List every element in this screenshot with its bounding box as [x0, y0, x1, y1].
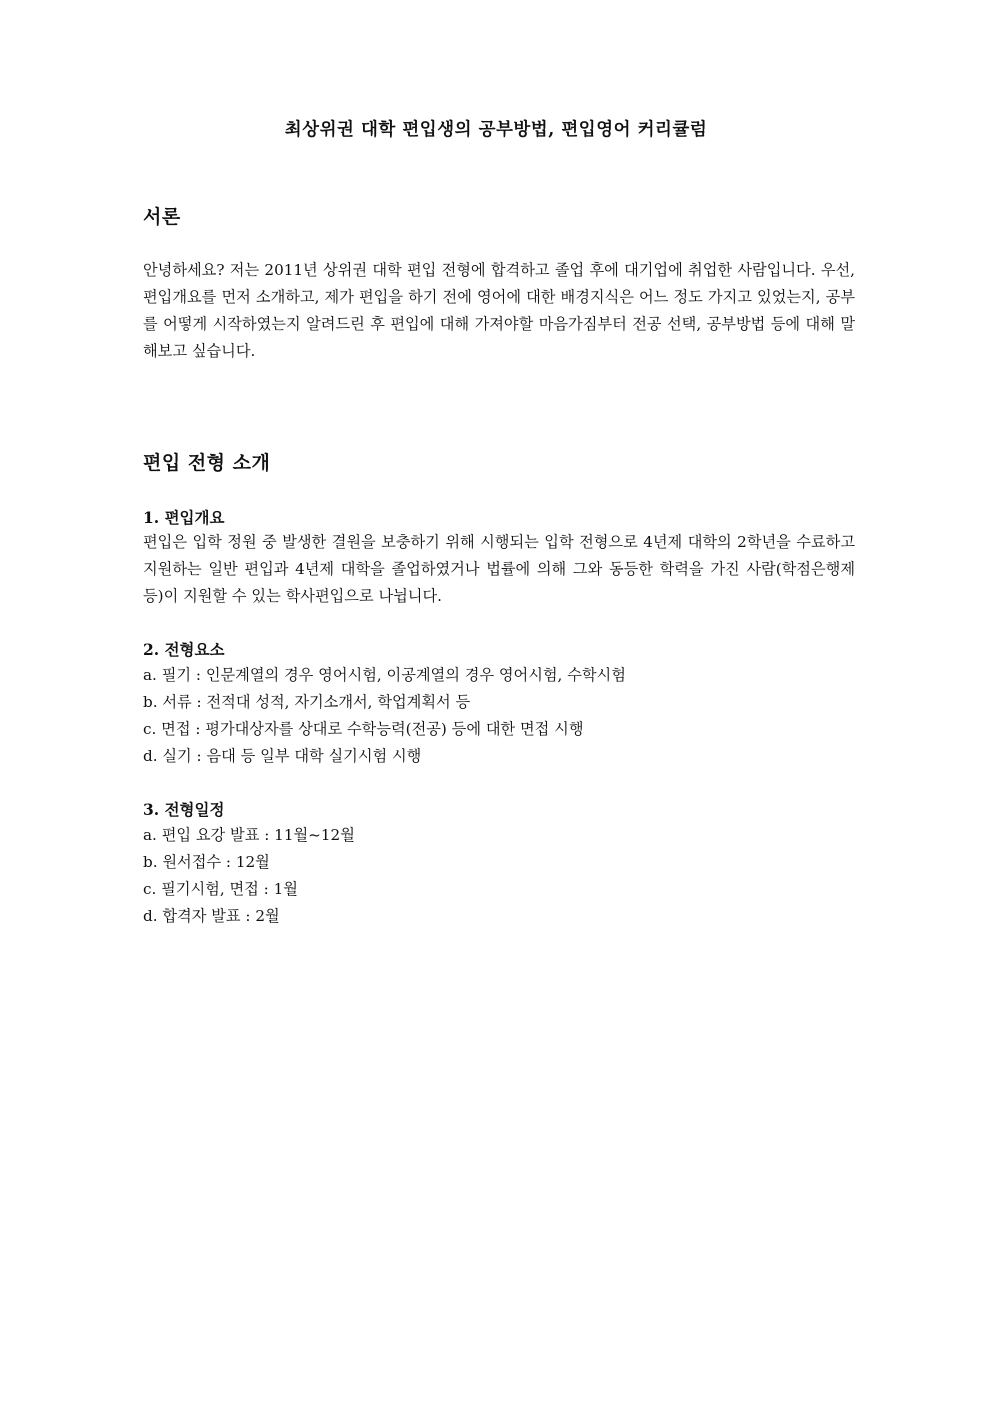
overview-title: 1. 편입개요 [143, 508, 225, 527]
schedule-list [143, 822, 355, 930]
document-title: 최상위권 대학 편입생의 공부방법, 편입영어 커리큘럼 [284, 120, 708, 140]
list-item: b. 서류 : 전적대 성적, 자기소개서, 학업계획서 등 [143, 693, 471, 711]
intro-heading: 서론 [143, 206, 181, 228]
list-item: d. 합격자 발표 : 2월 [143, 907, 280, 925]
list-item: b. 원서접수 : 12월 [143, 853, 270, 871]
overview-paragraph: 편입은 입학 정원 중 발생한 결원을 보충하기 위해 시행되는 입학 전형으로 4년제 대학의 2학년을 수료하고 지원하는 일반 편입과 4년제 대학을 졸업하였거나 법률에 의해 그와 동등한 학력을 가진 사람(학점은행제 등)이 지원할 수 있는 학사편입으로 나뉩니다. [143, 533, 855, 605]
list-item: d. 실기 : 음대 등 일부 대학 실기시험 시행 [143, 747, 422, 765]
intro-paragraph: 안녕하세요? 저는 2011년 상위권 대학 편입 전형에 합격하고 졸업 후에 대기업에 취업한 사람입니다. 우선, 편입개요를 먼저 소개하고, 제가 편입을 하기 전에 영어에 대한 배경지식은 어느 정도 가지고 있었는지, 공부를 어떻게 시작하였는지 알려드린 후 편입에 대해 가져야할 마음가짐부터 전공 선택, 공부방법 등에 대해 말해보고 싶습니다. [143, 261, 855, 360]
section-heading: 편입 전형 소개 [143, 452, 271, 474]
schedule-title: 3. 전형일정 [143, 800, 225, 819]
elements-title: 2. 전형요소 [143, 640, 225, 659]
elements-list [143, 662, 626, 770]
list-item: c. 면접 : 평가대상자를 상대로 수학능력(전공) 등에 대한 면접 시행 [143, 720, 584, 738]
list-item: a. 편입 요강 발표 : 11월~12월 [143, 826, 355, 844]
list-item: a. 필기 : 인문계열의 경우 영어시험, 이공계열의 경우 영어시험, 수학시험 [143, 666, 626, 684]
list-item: c. 필기시험, 면접 : 1월 [143, 880, 298, 898]
